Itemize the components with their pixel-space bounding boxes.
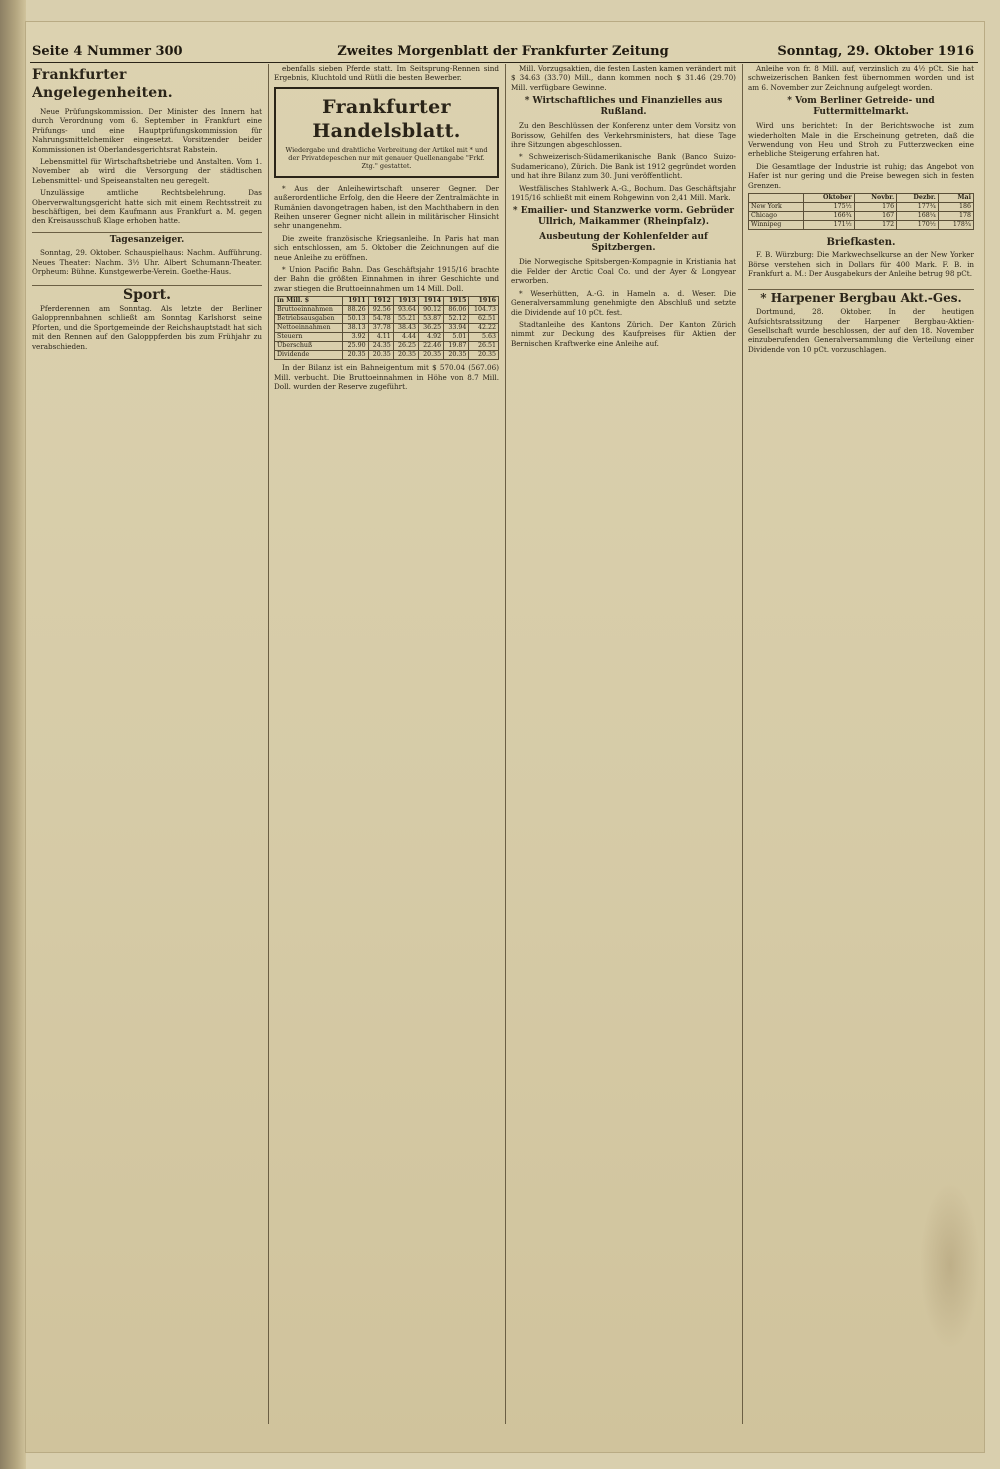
- table-cell: 53.87: [418, 315, 443, 324]
- article-paragraph: * Union Pacific Bahn. Das Geschäftsjahr 1915/16 brachte der Bahn die größten Einnahmen in ihrer Geschichte und zwar stiegen die Bruttoeinnahmen um 14 Mill. Doll.: [274, 265, 499, 293]
- table-cell: 104.73: [469, 306, 499, 315]
- table-header-cell: 1912: [368, 297, 393, 306]
- table-cell: 37.78: [368, 324, 393, 333]
- column-divider: [268, 64, 269, 1424]
- tagesanzeiger-heading: Tagesanzeiger.: [32, 232, 262, 245]
- table-cell: 166¾: [803, 212, 854, 221]
- harpener-heading: * Harpener Bergbau Akt.-Ges.: [748, 289, 974, 303]
- table-cell: Nettoeinnahmen: [275, 324, 343, 333]
- table-cell: 178¾: [938, 221, 973, 230]
- article-paragraph: * Aus der Anleihewirtschaft unserer Gegner. Der außerordentliche Erfolg, den die Heere der Zentralmächte in Rumänien davongetragen haben, ist den Machthabern in den Reihen unserer Gegner nicht allein in militärischer Hinsicht sehr unangenehm.: [274, 183, 499, 231]
- page-header: [28, 44, 978, 62]
- table-cell: 62.51: [469, 315, 499, 324]
- table-cell: 3.92: [343, 333, 368, 342]
- harpener-text: Dortmund, 28. Oktober. In der heutigen Aufsichtsratssitzung der Harpener Bergbau-Aktien-Gesellschaft wurde beschlossen, der auf den 18. November einzuberufenden Generalversammlung die Verteilung einer Dividende von 10 pCt. vorzuschlagen.: [748, 307, 974, 354]
- table-cell: 4.44: [393, 333, 418, 342]
- handelsblatt-masthead: [274, 87, 499, 178]
- table-cell: 38.13: [343, 324, 368, 333]
- article-paragraph: Wird uns berichtet: In der Berichtswoche ist zum wiederholten Male in die Erscheinung getreten, daß die Verwendung von Heu und Stroh zu Futterzwecken eine erhebliche Steigerung erfahren hat.: [748, 121, 974, 159]
- table-cell: 38.43: [393, 324, 418, 333]
- article-paragraph: Neue Prüfungskommission. Der Minister des Innern hat durch Verordnung vom 6. September in Frankfurt eine Prüfungs- und eine Hauptprüfungskommission für Nahrungsmittelchemiker eingesetzt. Vorsitzender beider Kommissionen ist Oberlandesgerichtsrat Rabstein.: [32, 107, 262, 154]
- handelsblatt-notice: Wiedergabe und drahtliche Verbreitung der Artikel mit * und der Privatdepeschen nur mit genauer Quellenangabe "Frkf. Ztg." gestattet.: [285, 145, 488, 170]
- table-cell: 26.25: [393, 342, 418, 351]
- table-cell: Winnipeg: [749, 221, 804, 230]
- table-cell: 33.94: [444, 324, 469, 333]
- table-cell: 20.35: [469, 351, 499, 360]
- article-heading: * Vom Berliner Getreide- und Futtermittelmarkt.: [787, 96, 935, 118]
- tagesanzeiger-text: Sonntag, 29. Oktober. Schauspielhaus: Nachm. Aufführung. Neues Theater: Nachm. 3½ Uhr. Albert Schumann-Theater. Orpheum: Bühne. Kunstgewerbe-Verein. Goethe-Haus.: [32, 248, 262, 277]
- article-paragraph: In der Bilanz ist ein Bahneigentum mit $ 570.04 (567.06) Mill. verbucht. Die Bruttoeinnahmen in Höhe von 8.7 Mill. Doll. wurden der Reserve zugeführt.: [274, 363, 499, 392]
- table-row: [275, 324, 499, 333]
- article-paragraph: * Weserhütten, A.-G. in Hameln a. d. Weser. Die Generalversammlung genehmigte den Abschluß und setzte die Dividende auf 10 pCt. fest.: [511, 288, 736, 317]
- table-cell: 20.35: [368, 351, 393, 360]
- table-cell: 92.56: [368, 306, 393, 315]
- section-title-frankfurter-angelegenheiten: Frankfurter Angelegenheiten.: [32, 67, 173, 101]
- article-paragraph: * Schweizerisch-Südamerikanische Bank (Banco Suizo-Sudamericano), Zürich. Die Bank ist 1912 gegründet worden und hat ihre Bilanz zum 30. Juni veröffentlicht.: [511, 152, 736, 181]
- table-cell: 170½: [897, 221, 939, 230]
- table-cell: Chicago: [749, 212, 804, 221]
- table-cell: 86.06: [444, 306, 469, 315]
- table-cell: 4.92: [418, 333, 443, 342]
- table-cell: Betriebsausgaben: [275, 315, 343, 324]
- table-cell: Dividende: [275, 351, 343, 360]
- table-header-cell: Dezbr.: [897, 194, 939, 203]
- article-heading: * Wirtschaftliches und Finanzielles aus Rußland.: [524, 96, 723, 118]
- table-header-row: [749, 194, 974, 203]
- table-cell: Steuern: [275, 333, 343, 342]
- table-row: [275, 333, 499, 342]
- union-pacific-table: [274, 296, 499, 360]
- article-paragraph: Anleihe von fr. 8 Mill. auf, verzinslich zu 4½ pCt. Sie hat schweizerischen Banken fest übernommen worden und ist am 6. November zur Zeichnung aufgelegt worden.: [748, 64, 974, 92]
- article-paragraph: Lebensmittel für Wirtschaftsbetriebe und Anstalten. Vom 1. November ab wird die Versorgung der städtischen Lebensmittel- und Speiseanstalten neu geregelt.: [32, 157, 262, 185]
- table-header-cell: Oktober: [803, 194, 854, 203]
- table-cell: 25.90: [343, 342, 368, 351]
- article-heading: Ausbeutung der Kohlenfelder auf Spitzbergen.: [539, 232, 708, 254]
- article-paragraph: Mill. Vorzugsaktien, die festen Lasten kamen verändert mit $ 34.63 (33.70) Mill., dann kommen noch $ 31.46 (29.70) Mill. verfügbare Gewinne.: [511, 64, 736, 92]
- handelsblatt-title: Frankfurter Handelsblatt.: [312, 95, 461, 142]
- column-divider: [742, 64, 743, 1424]
- article-paragraph: Die Gesamtlage der Industrie ist ruhig; das Angebot von Hafer ist nur gering und die Preise bewegen sich in festen Grenzen.: [748, 161, 974, 190]
- article-paragraph: Die zweite französische Kriegsanleihe. In Paris hat man sich entschlossen, am 5. Oktober die Zeichnungen auf die neue Anleihe zu eröffnen.: [274, 233, 499, 262]
- article-paragraph: Stadtanleihe des Kantons Zürich. Der Kanton Zürich nimmt zur Deckung des Kaufpreises für Aktien der Bernischen Kraftwerke eine Anleihe auf.: [511, 319, 736, 348]
- table-cell: 90.12: [418, 306, 443, 315]
- table-header-cell: 1911: [343, 297, 368, 306]
- briefkasten-text: F. B. Würzburg: Die Markwechselkurse an der New Yorker Börse verstehen sich in Dollars für 400 Mark. F. B. in Frankfurt a. M.: Der Ausgabekurs der Anleihe betrug 98 pCt.: [748, 250, 974, 279]
- table-cell: 4.11: [368, 333, 393, 342]
- paper-stain: [920, 1180, 980, 1350]
- book-binding: [0, 0, 26, 1469]
- table-row: [275, 351, 499, 360]
- article-paragraph: Westfälisches Stahlwerk A.-G., Bochum. Das Geschäftsjahr 1915/16 schließt mit einem Rohgewinn von 2,41 Mill. Mark.: [511, 183, 736, 203]
- issue-date: Sonntag, 29. Oktober 1916: [777, 44, 974, 59]
- table-cell: 171½: [803, 221, 854, 230]
- table-cell: 54.78: [368, 315, 393, 324]
- table-row: [275, 306, 499, 315]
- table-header-cell: Mai: [938, 194, 973, 203]
- article-heading: * Emailier- und Stanzwerke vorm. Gebrüder Ullrich, Maikammer (Rheinpfalz).: [512, 206, 735, 228]
- table-header-cell: Novbr.: [854, 194, 896, 203]
- table-row: [275, 342, 499, 351]
- table-cell: 20.35: [393, 351, 418, 360]
- table-cell: Überschuß: [275, 342, 343, 351]
- table-cell: 186: [938, 203, 973, 212]
- article-paragraph: ebenfalls sieben Pferde statt. Im Seitsprung-Rennen sind Ergebnis, Kluchtold und Rütli die besten Bewerber.: [274, 64, 499, 83]
- table-cell: 22.46: [418, 342, 443, 351]
- table-cell: 20.35: [418, 351, 443, 360]
- table-cell: 20.35: [343, 351, 368, 360]
- newspaper-title: Zweites Morgenblatt der Frankfurter Zeitung: [337, 44, 669, 59]
- briefkasten-heading: Briefkasten.: [826, 237, 896, 249]
- article-paragraph: Die Norwegische Spitsbergen-Kompagnie in Kristiania hat die Felder der Arctic Coal Co. und der Ayer & Longyear erworben.: [511, 257, 736, 286]
- table-cell: 93.64: [393, 306, 418, 315]
- table-cell: 36.25: [418, 324, 443, 333]
- table-row: [749, 212, 974, 221]
- sport-text: Pferderennen am Sonntag. Als letzte der Berliner Galopprennbahnen schließt am Sonntag Karlshorst seine Pforten, und die Sportgemeinde der Reichshauptstadt hat sich mit den Rennen auf den Galopppferden bis zum Frühjahr zu verabschieden.: [32, 303, 262, 351]
- table-cell: 168¼: [897, 212, 939, 221]
- table-header-cell: [749, 194, 804, 203]
- table-cell: 24.35: [368, 342, 393, 351]
- table-cell: 26.51: [469, 342, 499, 351]
- table-cell: 19.87: [444, 342, 469, 351]
- table-row: [749, 203, 974, 212]
- table-cell: 176: [854, 203, 896, 212]
- table-cell: 5.63: [469, 333, 499, 342]
- table-header-cell: in Mill. $: [275, 297, 343, 306]
- table-cell: 50.13: [343, 315, 368, 324]
- table-cell: 20.35: [444, 351, 469, 360]
- table-cell: 177¾: [897, 203, 939, 212]
- table-header-cell: 1913: [393, 297, 418, 306]
- column-2: [274, 64, 499, 1424]
- table-header-cell: 1914: [418, 297, 443, 306]
- table-cell: 178: [938, 212, 973, 221]
- page-number: Seite 4 Nummer 300: [32, 44, 183, 59]
- table-header-row: [275, 297, 499, 306]
- table-row: [749, 221, 974, 230]
- table-cell: Bruttoeinnahmen: [275, 306, 343, 315]
- table-cell: New York: [749, 203, 804, 212]
- table-cell: 42.22: [469, 324, 499, 333]
- table-cell: 88.26: [343, 306, 368, 315]
- header-rule: [30, 62, 978, 63]
- table-cell: 172: [854, 221, 896, 230]
- table-cell: 55.21: [393, 315, 418, 324]
- table-header-cell: 1915: [444, 297, 469, 306]
- table-cell: 5.01: [444, 333, 469, 342]
- column-divider: [505, 64, 506, 1424]
- sport-heading: Sport.: [32, 285, 262, 300]
- column-1: [32, 64, 262, 1424]
- table-header-cell: 1916: [469, 297, 499, 306]
- table-cell: 52.12: [444, 315, 469, 324]
- column-3: [511, 64, 736, 1424]
- article-paragraph: Zu den Beschlüssen der Konferenz unter dem Vorsitz von Borissow, Gehilfen des Verkehrsministers, hat diese Tage ihre Sitzungen abgeschlossen.: [511, 121, 736, 150]
- table-cell: 167: [854, 212, 896, 221]
- table-cell: 175½: [803, 203, 854, 212]
- table-row: [275, 315, 499, 324]
- weizen-price-table: [748, 193, 974, 230]
- article-paragraph: Unzulässige amtliche Rechtsbelehrung. Das Oberverwaltungsgericht hatte sich mit einem Rechtsstreit zu beschäftigen, bei dem Kaufmann aus Frankfurt a. M. gegen den Kreisausschuß Klage erhoben hatte.: [32, 188, 262, 226]
